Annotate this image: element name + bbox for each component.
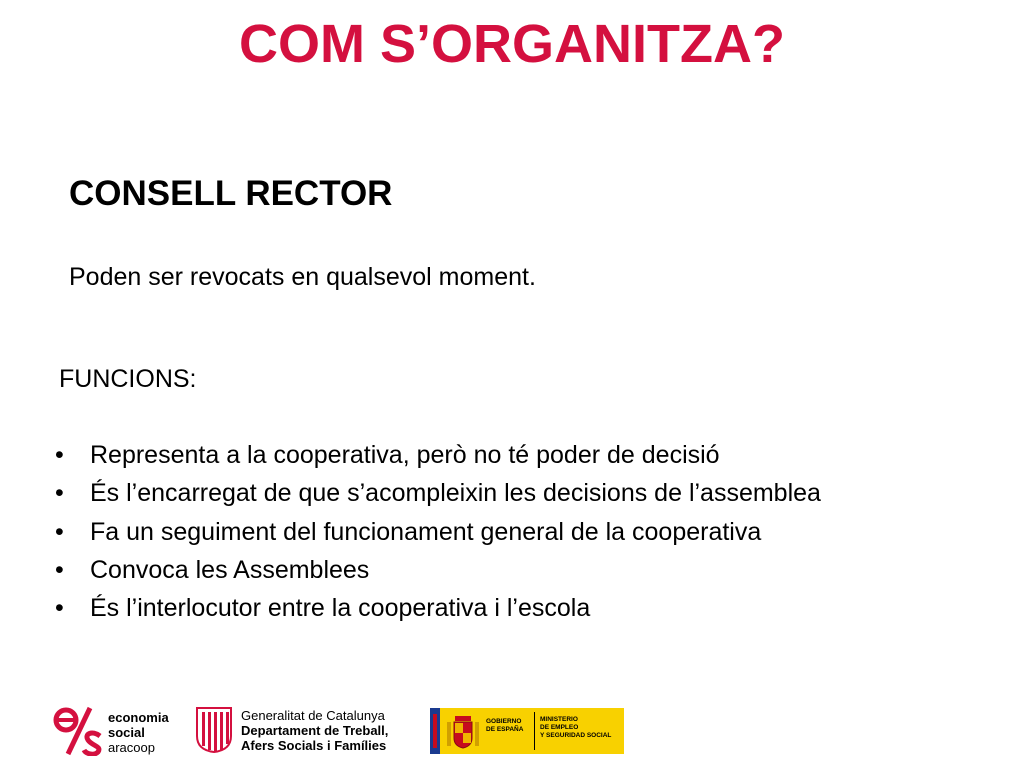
statement-text: Poden ser revocats en qualsevol moment. (69, 263, 536, 291)
gobierno-line-1: GOBIERNO (486, 718, 522, 725)
social-label: social (108, 725, 145, 740)
bullet-icon: • (55, 441, 64, 469)
ministry-line-3: Y SEGURIDAD SOCIAL (540, 732, 612, 739)
functions-list (55, 436, 1015, 627)
functions-heading: FUNCIONS: (59, 365, 197, 393)
spain-coat-of-arms-icon (446, 714, 480, 750)
ministry-line-1: MINISTERIO (540, 716, 578, 723)
section-subtitle: CONSELL RECTOR (69, 174, 393, 213)
list-item (55, 436, 1015, 474)
gobierno-divider (534, 712, 535, 750)
bullet-icon: • (55, 479, 64, 508)
list-item (55, 551, 1015, 589)
generalitat-text (241, 708, 388, 753)
economia-label: economia (108, 710, 169, 725)
gobierno-text (486, 718, 523, 734)
list-item-text: Representa a la cooperativa, però no té poder de decisió (90, 441, 720, 469)
list-item (55, 474, 1015, 512)
list-item-text: Fa un seguiment del funcionament general de la cooperativa (90, 517, 762, 546)
list-item-text: Convoca les Assemblees (90, 555, 370, 584)
logos-footer (0, 700, 1024, 764)
generalitat-emblem-icon (195, 706, 233, 754)
economia-social-text (108, 710, 169, 755)
department-line-2: Afers Socials i Famílies (241, 738, 387, 753)
list-item-text: És l’encarregat de que s’acompleixin les decisions de l’assemblea (90, 479, 821, 508)
generalitat-name: Generalitat de Catalunya (241, 708, 385, 723)
economia-social-logo (52, 706, 182, 756)
list-item (55, 589, 1015, 627)
list-item-text: És l’interlocutor entre la cooperativa i l’escola (90, 594, 591, 623)
bullet-icon: • (55, 555, 64, 584)
aracoop-label: aracoop (108, 740, 155, 755)
ministry-line-2: DE EMPLEO (540, 724, 579, 731)
spain-flag-icon (430, 708, 440, 754)
list-item (55, 513, 1015, 551)
economia-social-es-icon (52, 706, 104, 756)
bullet-icon: • (55, 517, 64, 546)
ministry-text (540, 716, 611, 740)
generalitat-logo (195, 706, 415, 756)
bullet-icon: • (55, 594, 64, 623)
gobierno-line-2: DE ESPAÑA (486, 726, 524, 733)
slide-title: COM S’ORGANITZA? (239, 14, 785, 74)
gobierno-logo (430, 708, 624, 754)
department-line-1: Departament de Treball, (241, 723, 389, 738)
